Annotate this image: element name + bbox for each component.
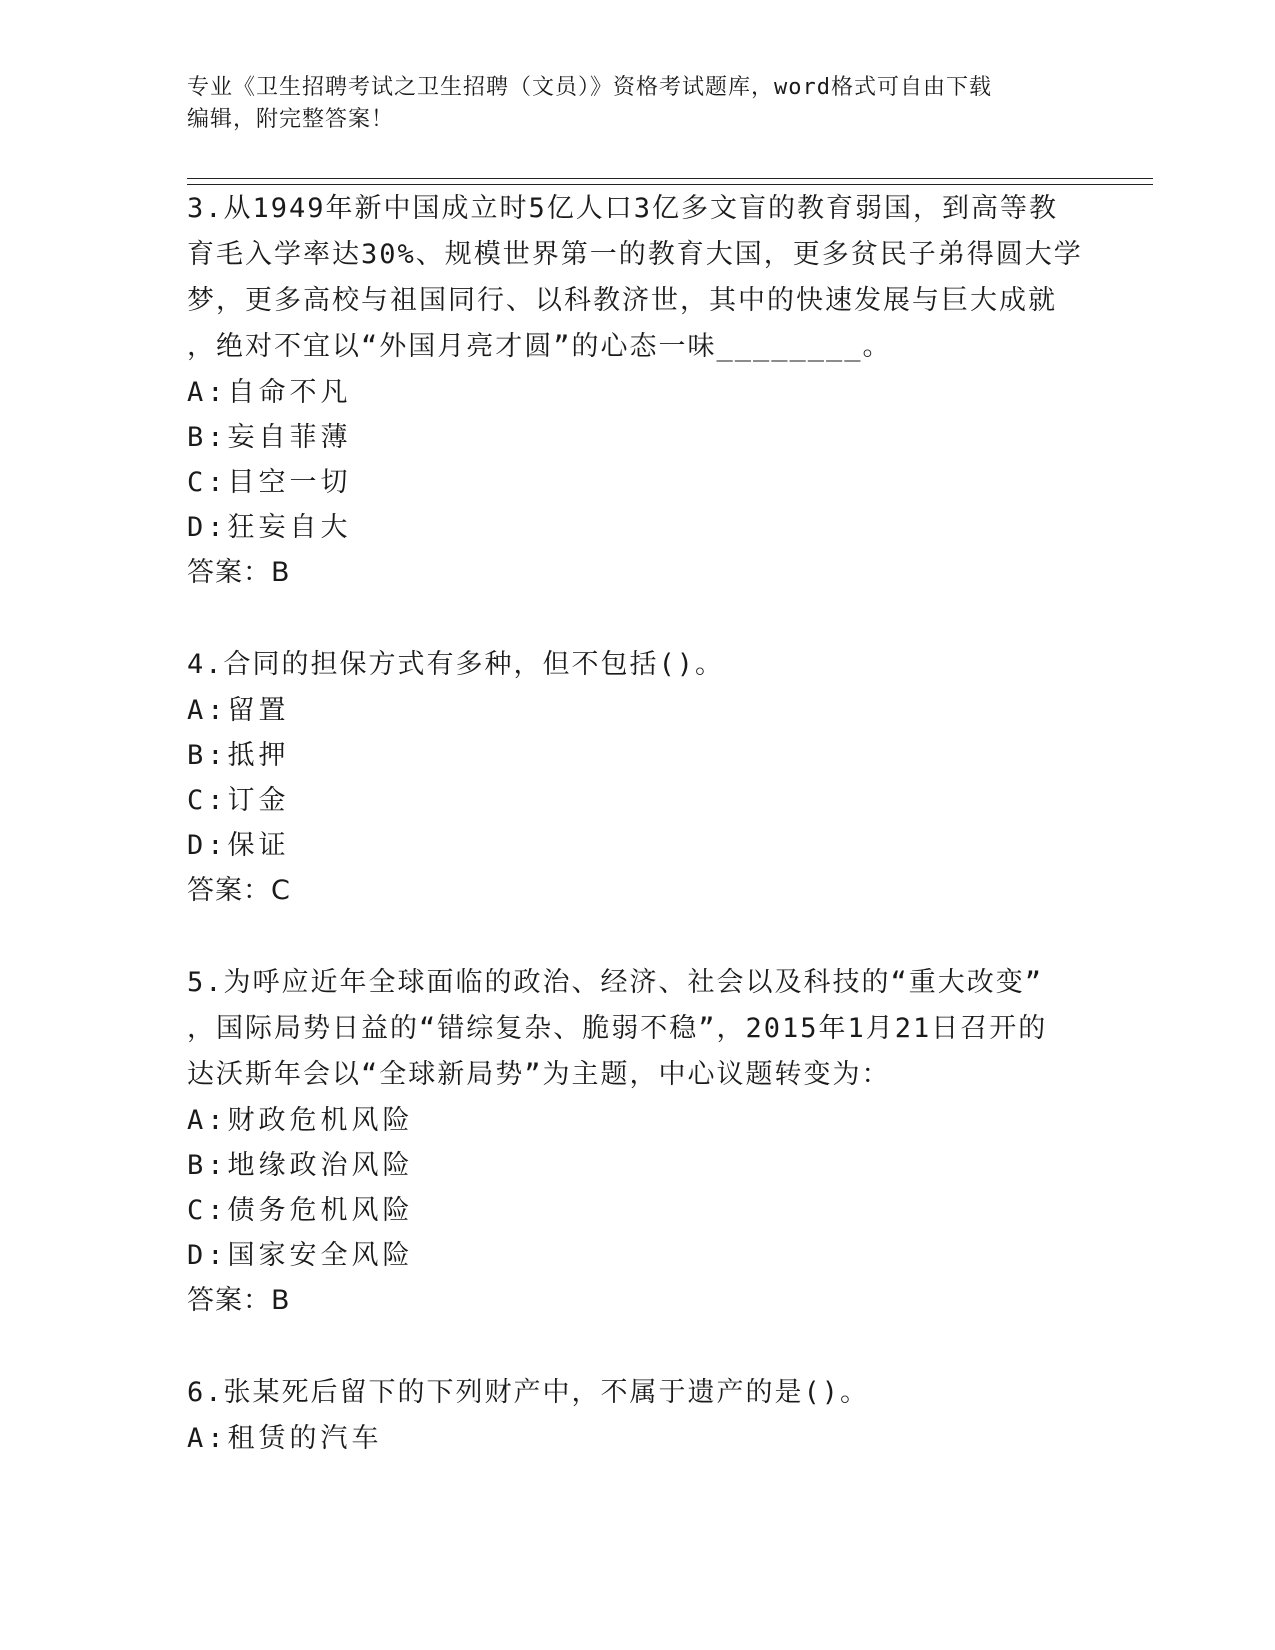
option-c: C:目空一切: [187, 467, 352, 498]
stem-line: 达沃斯年会以“全球新局势”为主题，中心议题转变为：: [187, 1059, 891, 1090]
question-list: [187, 186, 1087, 1507]
question-3: [187, 186, 1087, 596]
question-stem: [187, 960, 1087, 1098]
option-c: C:债务危机风险: [187, 1195, 414, 1226]
question-stem: [187, 642, 1087, 688]
stem-line: 5.为呼应近年全球面临的政治、经济、社会以及科技的“重大改变”: [187, 967, 1044, 998]
question-5: [187, 960, 1087, 1324]
stem-line: ，绝对不宜以“外国月亮才圆”的心态一味________。: [187, 331, 892, 362]
stem-line: 3.从1949年新中国成立时5亿人口3亿多文盲的教育弱国，到高等教: [187, 193, 1059, 224]
document-header: [187, 72, 1087, 136]
option-a: A:自命不凡: [187, 377, 352, 408]
stem-line: 6.张某死后留下的下列财产中，不属于遗产的是()。: [187, 1377, 870, 1408]
question-stem: [187, 186, 1087, 370]
question-6: [187, 1370, 1087, 1461]
option-b: B:抵押: [187, 740, 290, 771]
question-4: [187, 642, 1087, 914]
answer-line: 答案：B: [187, 1285, 291, 1316]
stem-line: 育毛入学率达30%、规模世界第一的教育大国，更多贫民子弟得圆大学: [187, 239, 1083, 270]
option-a: A:租赁的汽车: [187, 1423, 383, 1454]
option-a: A:财政危机风险: [187, 1105, 414, 1136]
header-line: 编辑，附完整答案！: [187, 107, 395, 132]
answer-line: 答案：B: [187, 557, 291, 588]
option-b: B:妄自菲薄: [187, 422, 352, 453]
option-d: D:保证: [187, 830, 290, 861]
header-divider-bottom: [187, 184, 1153, 185]
stem-line: 梦，更多高校与祖国同行、以科教济世，其中的快速发展与巨大成就: [187, 285, 1057, 316]
stem-line: 4.合同的担保方式有多种，但不包括()。: [187, 649, 725, 680]
header-divider-top: [187, 178, 1153, 179]
option-a: A:留置: [187, 695, 290, 726]
option-d: D:狂妄自大: [187, 512, 352, 543]
question-stem: [187, 1370, 1087, 1416]
option-b: B:地缘政治风险: [187, 1150, 414, 1181]
header-line: 专业《卫生招聘考试之卫生招聘（文员）》资格考试题库，word格式可自由下载: [187, 75, 992, 100]
option-d: D:国家安全风险: [187, 1240, 414, 1271]
option-c: C:订金: [187, 785, 290, 816]
stem-line: ，国际局势日益的“错综复杂、脆弱不稳”，2015年1月21日召开的: [187, 1013, 1048, 1044]
answer-line: 答案：C: [187, 875, 291, 906]
